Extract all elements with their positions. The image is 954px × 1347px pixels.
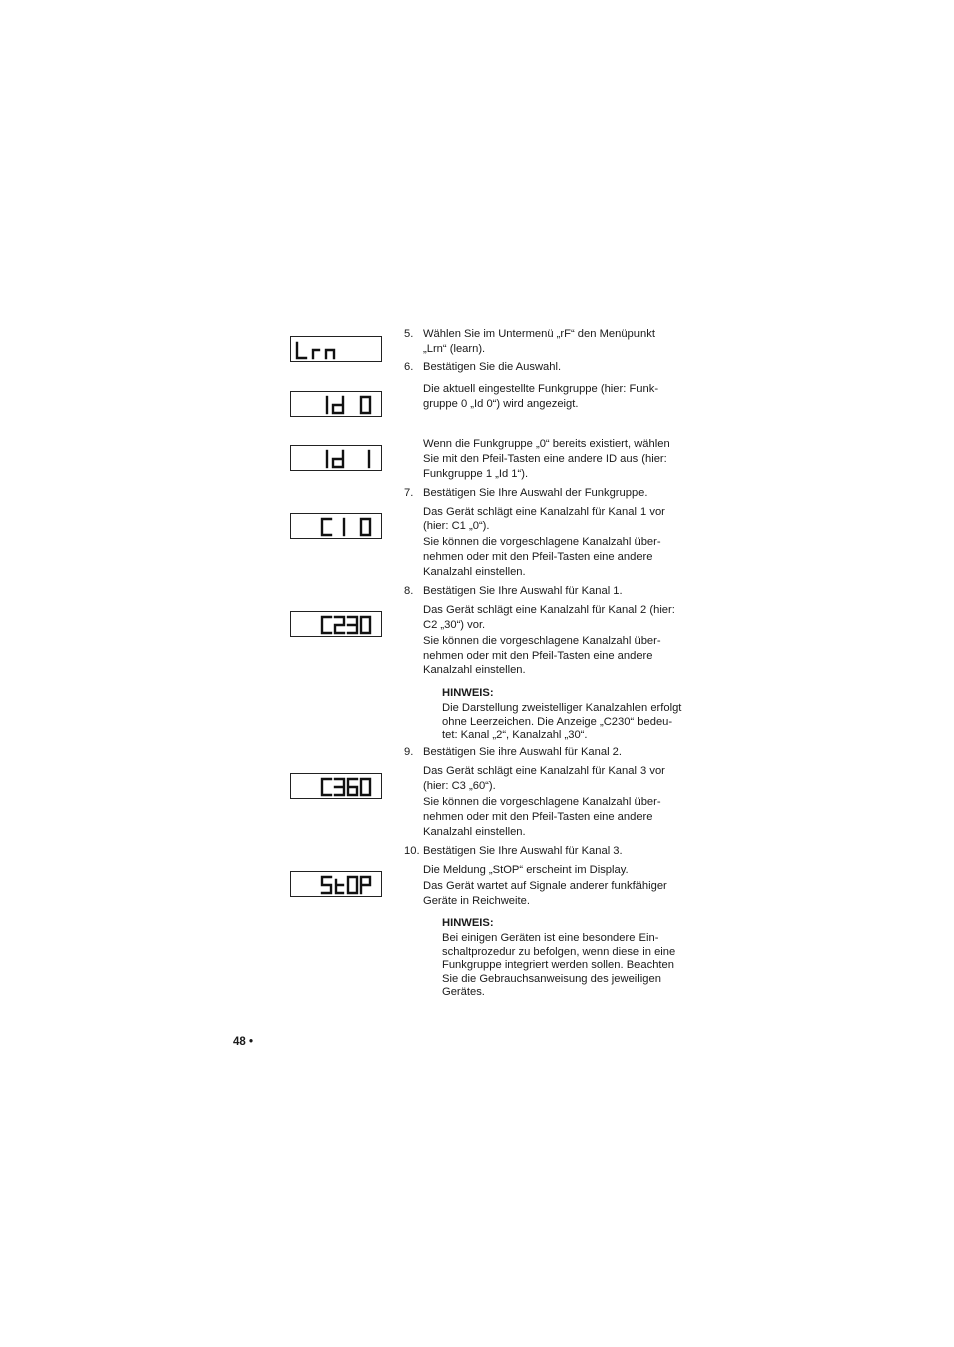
lcd-display-id-0 [290, 391, 382, 417]
step-8-para-b-line-2: nehmen oder mit den Pfeil-Tasten eine andere [423, 650, 653, 662]
step-number-7: 7. [404, 487, 414, 499]
step-8-line-1: Bestätigen Sie Ihre Auswahl für Kanal 1. [423, 585, 623, 597]
step-9-para-b-line-2: nehmen oder mit den Pfeil-Tasten eine andere [423, 811, 653, 823]
step-9-para-a-line-2: (hier: C3 „60“). [423, 780, 496, 792]
step-number-9: 9. [404, 746, 414, 758]
lcd-glyphs-id-1 [291, 446, 383, 472]
step-10-para-b-line-1: Das Gerät wartet auf Signale anderer funkfähiger [423, 880, 667, 892]
step-6-line-1: Bestätigen Sie die Auswahl. [423, 361, 562, 373]
step-10-line-1: Bestätigen Sie Ihre Auswahl für Kanal 3. [423, 845, 623, 857]
lcd-glyphs-c360 [291, 774, 383, 800]
step-10-para-b-line-2: Geräte in Reichweite. [423, 895, 530, 907]
step-6-para-b-line-1: Wenn die Funkgruppe „0“ bereits existiert, wählen [423, 438, 670, 450]
note-2-line-4: Sie die Gebrauchsanweisung des jeweiligen [442, 973, 661, 985]
step-7-para-b-line-2: nehmen oder mit den Pfeil-Tasten eine andere [423, 551, 653, 563]
step-8-para-a-line-1: Das Gerät schlägt eine Kanalzahl für Kanal 2 (hier: [423, 604, 675, 616]
step-number-8: 8. [404, 585, 414, 597]
lcd-glyphs-c230 [291, 612, 383, 638]
lcd-display-c360 [290, 773, 382, 799]
lcd-glyphs-stop [291, 872, 383, 898]
step-9-para-b-line-1: Sie können die vorgeschlagene Kanalzahl über- [423, 796, 661, 808]
step-8-para-b-line-1: Sie können die vorgeschlagene Kanalzahl über- [423, 635, 661, 647]
lcd-display-lrn [290, 336, 382, 362]
step-6-para-b-line-2: Sie mit den Pfeil-Tasten eine andere ID aus (hier: [423, 453, 667, 465]
lcd-glyphs-lrn [291, 337, 383, 363]
step-7-para-a-line-1: Das Gerät schlägt eine Kanalzahl für Kanal 1 vor [423, 506, 665, 518]
step-number-6: 6. [404, 361, 414, 373]
step-number-5: 5. [404, 328, 414, 340]
step-7-para-a-line-2: (hier: C1 „0“). [423, 520, 490, 532]
step-5-line-2: „Lrn“ (learn). [423, 343, 486, 355]
step-7-para-b-line-3: Kanalzahl einstellen. [423, 566, 526, 578]
step-9-line-1: Bestätigen Sie ihre Auswahl für Kanal 2. [423, 746, 623, 758]
step-9-para-b-line-3: Kanalzahl einstellen. [423, 826, 526, 838]
step-10-para-a-line-1: Die Meldung „StOP“ erscheint im Display. [423, 864, 629, 876]
note-2-line-5: Gerätes. [442, 986, 485, 998]
step-9-para-a-line-1: Das Gerät schlägt eine Kanalzahl für Kanal 3 vor [423, 765, 665, 777]
step-6-para-a-line-2: gruppe 0 „Id 0“) wird angezeigt. [423, 398, 579, 410]
step-5-line-1: Wählen Sie im Untermenü „rF“ den Menüpunkt [423, 328, 655, 340]
lcd-glyphs-c1-0 [291, 514, 383, 540]
page-number: 48 • [233, 1036, 254, 1048]
note-1-line-2: ohne Leerzeichen. Die Anzeige „C230“ bedeu- [442, 716, 673, 728]
note-2-line-2: schaltprozedur zu befolgen, wenn diese in eine [442, 946, 676, 958]
step-number-10: 10. [404, 845, 420, 857]
step-6-para-a-line-1: Die aktuell eingestellte Funkgruppe (hier: Funk- [423, 383, 659, 395]
step-7-line-1: Bestätigen Sie Ihre Auswahl der Funkgruppe. [423, 487, 648, 499]
note-1-title: HINWEIS: [442, 687, 494, 699]
note-2-line-1: Bei einigen Geräten ist eine besondere Ein- [442, 932, 659, 944]
note-1-line-1: Die Darstellung zweistelliger Kanalzahlen erfolgt [442, 702, 682, 714]
step-8-para-a-line-2: C2 „30“) vor. [423, 619, 486, 631]
step-7-para-b-line-1: Sie können die vorgeschlagene Kanalzahl über- [423, 536, 661, 548]
note-2-line-3: Funkgruppe integriert werden sollen. Beachten [442, 959, 674, 971]
lcd-display-c1-0 [290, 513, 382, 539]
step-8-para-b-line-3: Kanalzahl einstellen. [423, 664, 526, 676]
lcd-display-id-1 [290, 445, 382, 471]
step-6-para-b-line-3: Funkgruppe 1 „Id 1“). [423, 468, 529, 480]
lcd-glyphs-id-0 [291, 392, 383, 418]
note-2-title: HINWEIS: [442, 917, 494, 929]
lcd-display-stop [290, 871, 382, 897]
lcd-display-c230 [290, 611, 382, 637]
note-1-line-3: tet: Kanal „2“, Kanalzahl „30“. [442, 729, 588, 741]
